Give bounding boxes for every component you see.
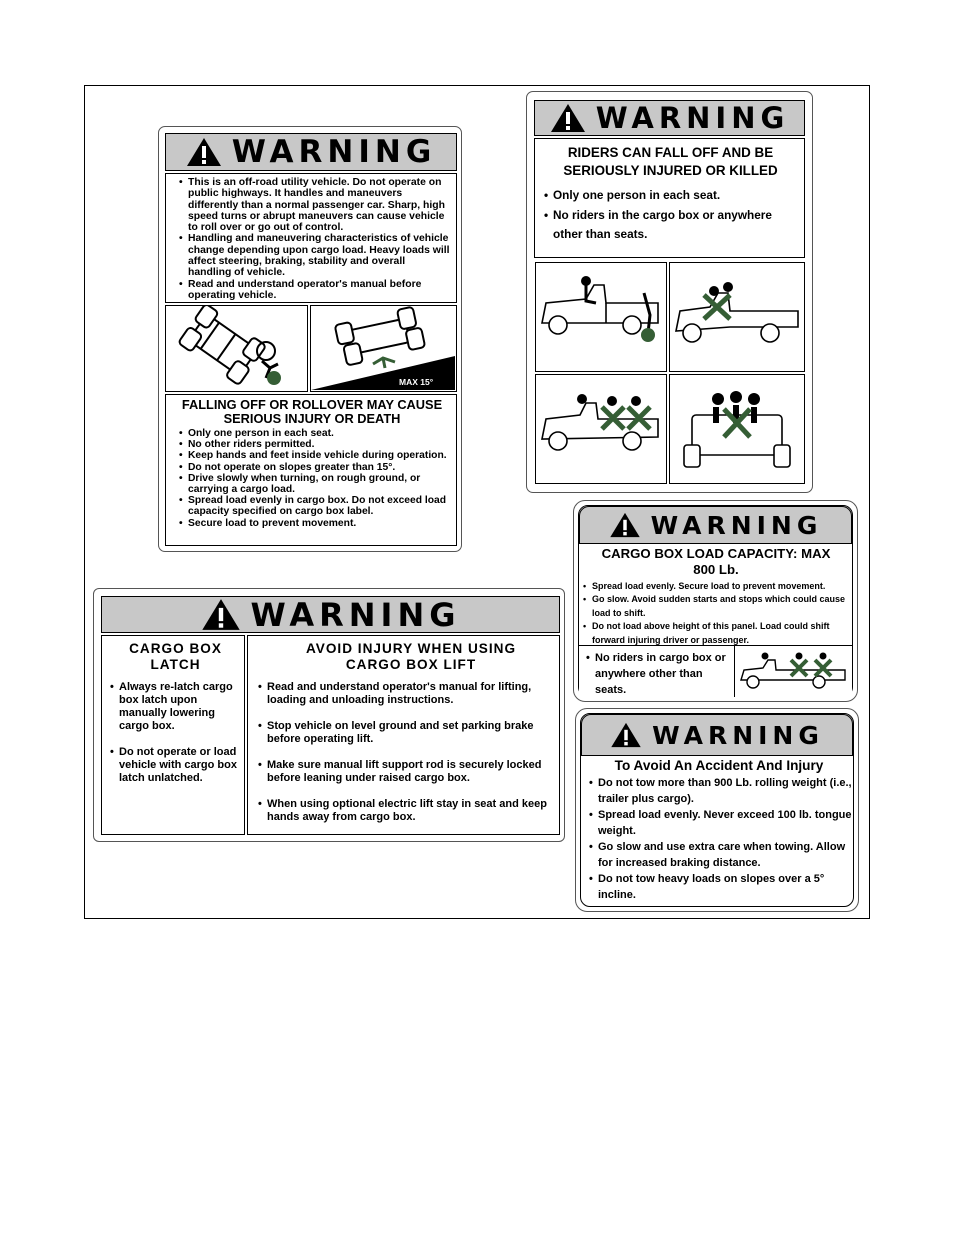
lift-heading: AVOID INJURY WHEN USING CARGO BOX LIFT [305,641,517,672]
pictogram-rear-view-x [669,374,805,484]
warning-word: WARNING [652,720,824,750]
warning-word: WARNING [650,510,823,540]
warning-banner [165,133,457,171]
falling-text-box [165,394,457,546]
warning-triangle-icon [610,722,642,748]
falling-bullet: • Keep hands and feet inside vehicle during operation. [188,450,452,461]
slope-rollover-icon [311,306,455,390]
capacity-bullet: • Do not load above height of this panel. Load could shift forward injuring driver or passenger. [592,620,850,647]
pictogram-multiple-riders-x [535,374,667,484]
warning-triangle-icon [609,512,641,538]
cargo-riders-prohibited-icon [735,646,849,696]
slope-pictogram [310,305,457,392]
capacity-riders-box [579,645,735,697]
capacity-heading: CARGO BOX LOAD CAPACITY: MAX 800 Lb. [601,546,831,577]
warning-triangle-icon [550,103,586,133]
capacity-text [582,546,850,647]
falling-bullet: • Spread load evenly in cargo box. Do not exceed load capacity specified on cargo box label. [188,495,452,517]
lift-bullet: • Read and understand operator's manual for lifting, loading and unloading instructions. [267,681,555,707]
lift-bullet: • Make sure manual lift support rod is securely locked before leaning under raised cargo box. [267,759,555,785]
offroad-text-box [165,173,457,303]
offroad-bullet: • Handling and maneuvering characteristics of vehicle change depending upon cargo load. Heavy loads will affect steering, braking, stability and overall handling of vehicle. [188,233,450,278]
decal-latch-lift-warning [93,588,565,842]
falling-heading: FALLING OFF OR ROLLOVER MAY CAUSE SERIOUS INJURY OR DEATH [181,397,443,426]
offroad-bullet: • This is an off-road utility vehicle. Do not operate on public highways. It handles and maneuvers differently than a normal passenger car. Sharp, high speed turns or abrupt maneuvers can cause vehicle to roll over or go out of control. [188,177,450,233]
decal-riders-warning [526,91,813,493]
slope-label: MAX 15° [399,377,434,387]
falling-bullet: • Only one person in each seat. [188,428,452,439]
lift-bullet: • Stop vehicle on level ground and set parking brake before operating lift. [267,720,555,746]
riders-heading: RIDERS CAN FALL OFF AND BE SERIOUSLY INJURED OR KILLED [563,145,778,178]
warning-banner [581,714,853,756]
extra-riders-prohibited-icon [536,375,666,481]
capacity-riders-pictogram [735,645,852,697]
warning-triangle-icon [201,598,241,631]
towing-bullet: • Do not tow more than 900 Lb. rolling weight (i.e., trailer plus cargo). [598,775,852,807]
capacity-bullet: • Go slow. Avoid sudden starts and stops which could cause load to shift. [592,593,850,620]
pictogram-single-rider-ok [535,262,667,372]
riders-bullet: • No riders in the cargo box or anywhere other than seats. [553,206,798,245]
riders-text-box [534,138,805,258]
falling-bullet: • Do not operate on slopes greater than 15°. [188,462,452,473]
warning-banner [534,100,805,136]
latch-heading: CARGO BOX LATCH [129,641,222,672]
riders-bullet: • Only one person in each seat. [553,186,798,206]
lift-text-box [247,635,560,835]
latch-bullet: • Always re-latch cargo box latch upon manually lowering cargo box. [119,681,240,733]
towing-bullet: • Go slow and use extra care when towing. Allow for increased braking distance. [598,839,852,871]
decal-capacity-warning [573,500,858,702]
warning-word: WARNING [231,134,437,170]
vehicle-rollover-icon [166,306,306,390]
warning-banner [101,596,560,633]
rear-riders-prohibited-icon [670,375,804,481]
offroad-bullet: • Read and understand operator's manual before operating vehicle. [188,279,450,302]
lift-bullet: • When using optional electric lift stay in seat and keep hands away from cargo box. [267,798,555,824]
warning-triangle-icon [186,137,222,167]
towing-text [586,757,852,903]
rollover-pictogram [165,305,308,392]
cargo-rider-prohibited-icon [670,263,804,369]
latch-text-box [101,635,245,835]
vehicle-driver-icon [536,263,666,369]
falling-bullet: • Secure load to prevent movement. [188,518,452,529]
warning-banner [579,506,852,544]
capacity-bullet: • Spread load evenly. Secure load to prevent movement. [592,580,850,593]
decal-towing-warning [575,708,859,912]
capacity-riders-bullet: • No riders in cargo box or anywhere other than seats. [595,650,726,698]
pictogram-cargo-rider-x [669,262,805,372]
towing-bullet: • Spread load evenly. Never exceed 100 lb. tongue weight. [598,807,852,839]
falling-bullet: • Drive slowly when turning, on rough ground, or carrying a cargo load. [188,473,452,495]
towing-bullet: • Do not tow heavy loads on slopes over a 5° incline. [598,871,852,903]
latch-bullet: • Do not operate or load vehicle with cargo box latch unlatched. [119,746,240,785]
falling-bullet: • No other riders permitted. [188,439,452,450]
towing-heading: To Avoid An Accident And Injury [614,758,824,773]
warning-word: WARNING [595,101,790,135]
warning-word: WARNING [250,595,461,634]
decal-offroad-warning [158,126,462,552]
